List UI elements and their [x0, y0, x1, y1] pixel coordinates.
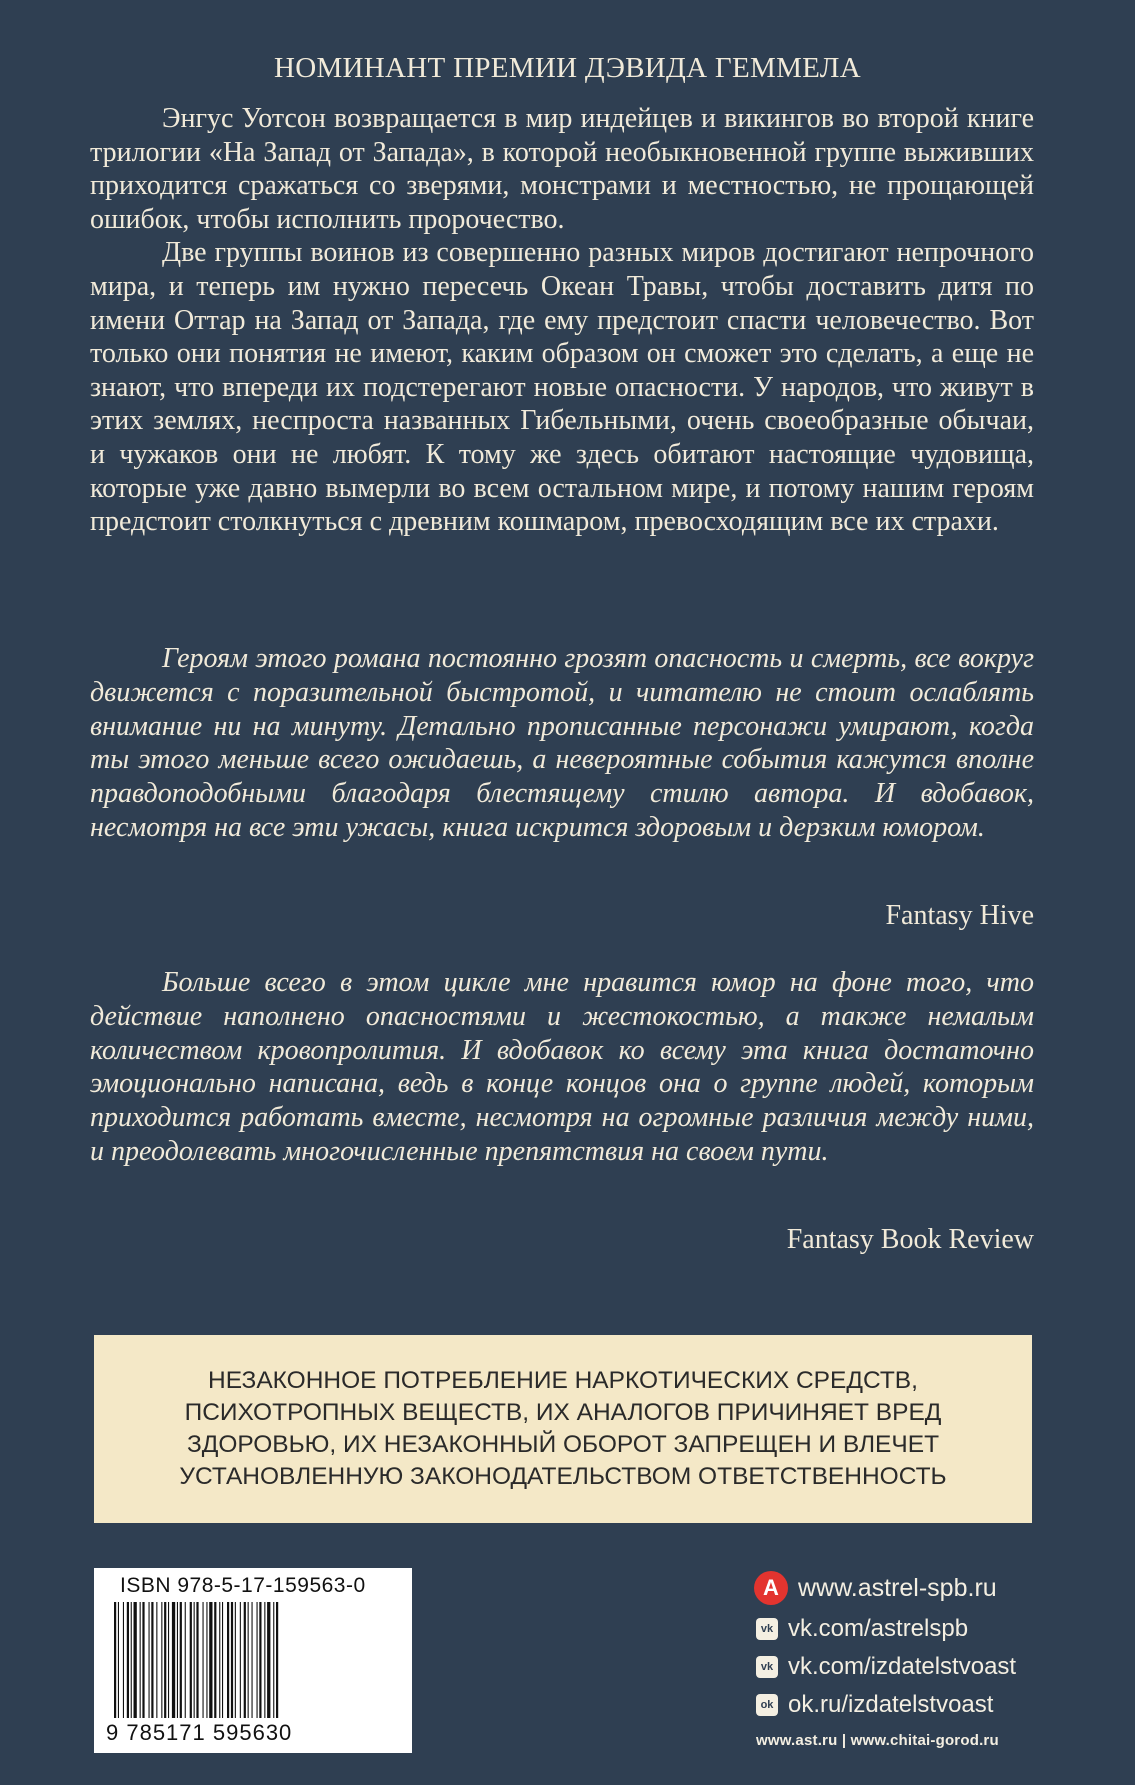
isbn-digits: 9 785171 595630 [106, 1720, 293, 1745]
barcode-bar [257, 1602, 258, 1718]
legal-warning-box [94, 1335, 1032, 1523]
link-vk-izdatelstvoast[interactable] [756, 1648, 1046, 1686]
barcode-bar [227, 1602, 229, 1718]
barcode-bar [134, 1602, 137, 1718]
barcode-bar [214, 1602, 216, 1718]
ok-icon: ok [756, 1694, 778, 1716]
barcode-bar [273, 1602, 274, 1718]
barcode-bar [196, 1602, 198, 1718]
barcode-bar [240, 1602, 241, 1718]
isbn-label: ISBN 978-5-17-159563-0 [120, 1574, 366, 1597]
barcode-bar [131, 1602, 132, 1718]
barcode-bar [161, 1602, 162, 1718]
barcode-bar [235, 1602, 236, 1718]
review-quote [90, 642, 1034, 845]
footer-links[interactable]: www.ast.ru | www.chitai-gorod.ru [756, 1732, 999, 1749]
barcode-bar [259, 1602, 261, 1718]
barcode-bar [190, 1602, 192, 1718]
barcode-bar [203, 1602, 204, 1718]
barcode-bar [168, 1602, 169, 1718]
barcode-bar [206, 1602, 207, 1718]
barcode-bar [209, 1602, 212, 1718]
astrel-logo-icon: А [754, 1571, 788, 1605]
barcode-bar [172, 1602, 175, 1718]
blurb-paragraph: Две группы воинов из совершенно разных миров достигают непрочного мира, и теперь им нужно пересечь Океан Травы, чтобы доставить дитя по имени Оттар на Запад от Запада, где ему предстоит спасти человечество. Вот только они понятия не имеют, каким образом он сможет это сделать, а еще не знают, что впереди их подстерегают новые опасности. У народов, что живут в этих землях, неспроста названных Гибельными, очень своеобразные обычаи, и чужаков они не любят. К тому же здесь обитают настоящие чудовища, которые уже давно вымерли во всем остальном мире, и потому нашим героям предстоит столкнуться с древним кошмаром, превосходящим все их страхи. [90, 237, 1034, 538]
link-text: vk.com/astrelspb [788, 1615, 969, 1642]
review-quote [90, 966, 1034, 1169]
barcode-bar [180, 1602, 182, 1718]
review-source: Fantasy Book Review [786, 1224, 1034, 1255]
link-ok-izdatelstvoast[interactable] [756, 1686, 1046, 1724]
barcode-bar [127, 1602, 129, 1718]
barcode-bar [194, 1602, 195, 1718]
barcode-bar [252, 1602, 253, 1718]
barcode-bar [219, 1602, 220, 1718]
barcode-bars [114, 1602, 392, 1718]
award-nominee-heading: НОМИНАНТ ПРЕМИИ ДЭВИДА ГЕММЕЛА [273, 52, 862, 84]
book-blurb [90, 102, 1034, 539]
barcode-bar [248, 1602, 249, 1718]
barcode-bar [151, 1602, 153, 1718]
barcode-bar [185, 1602, 186, 1718]
barcode-bar [222, 1602, 223, 1718]
barcode-bar [244, 1602, 246, 1718]
isbn-barcode [94, 1568, 412, 1753]
barcode-bar [267, 1602, 270, 1718]
barcode-bar [231, 1602, 233, 1718]
link-text: www.astrel-spb.ru [798, 1573, 997, 1602]
barcode-bar [123, 1602, 124, 1718]
barcode-bar [156, 1602, 157, 1718]
barcode-bar [164, 1602, 166, 1718]
vk-icon: vk [756, 1656, 778, 1678]
blurb-paragraph: Энгус Уотсон возвращается в мир индейцев и викингов во второй книге трилогии «На Запад от Запада», в которой необыкновенной группе выживших приходится сражаться со зверями, монстрами и местностью, не прощающей ошибок, чтобы исполнить пророчество. [90, 103, 1034, 235]
review-quote-text: Героям этого романа постоянно грозят опасность и смерть, все вокруг движется с поразительной быстротой, и читателю не стоит ослаблять внимание ни на минуту. Детально прописанные персонажи умирают, когда ты этого меньше всего ожидаешь, а невероятные события кажутся вполне правдоподобными благодаря блестящему стилю автора. И вдобавок, несмотря на все эти ужасы, книга искрится здоровым и дерзким юмором. [90, 643, 1034, 843]
review-quote-text: Больше всего в этом цикле мне нравится юмор на фоне того, что действие наполнено опасностями и жестокостью, а также немалым количеством кровопролития. И вдобавок ко всему эта книга достаточно эмоционально написана, ведь в конце концов она о группе людей, которым приходится работать вместе, несмотря на огромные различия между ними, и преодолевать многочисленные препятствия на своем пути. [90, 967, 1034, 1167]
review-source: Fantasy Hive [885, 900, 1034, 931]
vk-icon: vk [756, 1618, 778, 1640]
publisher-links [756, 1566, 1046, 1749]
legal-warning-text: НЕЗАКОННОЕ ПОТРЕБЛЕНИЕ НАРКОТИЧЕСКИХ СРЕДСТВ, ПСИХОТРОПНЫХ ВЕЩЕСТВ, ИХ АНАЛОГОВ ПРИЧИНЯЕТ ВРЕД ЗДОРОВЬЮ, ИХ НЕЗАКОННЫЙ ОБОРОТ ЗАПРЕЩЕН И ВЛЕЧЕТ УСТАНОВЛЕННУЮ ЗАКОНОДАТЕЛЬСТВОМ ОТВЕТСТВЕННОСТЬ [179, 1367, 947, 1490]
link-vk-astrelspb[interactable] [756, 1610, 1046, 1648]
link-text: ok.ru/izdatelstvoast [788, 1691, 994, 1718]
barcode-bar [114, 1602, 116, 1718]
barcode-bar [276, 1602, 278, 1718]
link-text: vk.com/izdatelstvoast [788, 1653, 1017, 1680]
link-astrel[interactable] [756, 1566, 1046, 1610]
barcode-bar [140, 1602, 141, 1718]
barcode-bar [118, 1602, 119, 1718]
barcode-bar [142, 1602, 144, 1718]
barcode-bar [149, 1602, 150, 1718]
barcode-bar [264, 1602, 265, 1718]
barcode-bar [177, 1602, 178, 1718]
